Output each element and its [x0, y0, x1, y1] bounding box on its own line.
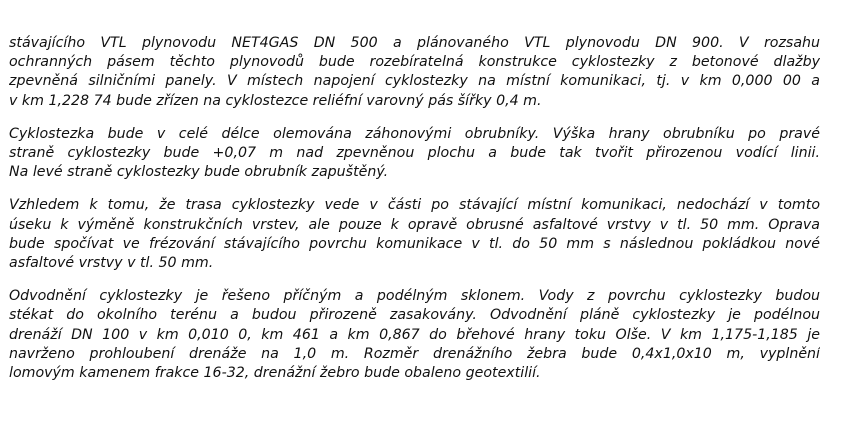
text-line: v km 1,228 74 bude zřízen na cyklostezce reliéfní varovný pás šířky 0,4 m. [9, 92, 542, 109]
text-line: Vzhledem k tomu, že trasa cyklostezky vede v části po stávající místní komunikaci, nedochází v tomto [9, 197, 820, 214]
text-line: bude spočívat ve frézování stávajícího povrchu komunikace v tl. do 50 mm s následnou pokládkou nové [9, 235, 820, 252]
text-line: Odvodnění cyklostezky je řešeno příčným a podélným sklonem. Vody z povrchu cyklostezky budou [9, 288, 820, 305]
text-line: úseku k výměně konstrukčních vrstev, ale pouze k opravě obrusné asfaltové vrstvy v tl. 50 mm. Oprava [9, 216, 820, 233]
text-line: Na levé straně cyklostezky bude obrubník zapuštěný. [9, 164, 389, 181]
text-line: straně cyklostezky bude +0,07 m nad zpevněnou plochu a bude tak tvořit přirozenou vodící linii. [9, 145, 820, 162]
text-line: ochranných pásem těchto plynovodů bude rozebíratelná konstrukce cyklostezky z betonové dlažby [9, 54, 820, 71]
text-line: asfaltové vrstvy v tl. 50 mm. [9, 255, 214, 272]
paragraph-pipeline-protection [9, 34, 820, 111]
text-line: stékat do okolního terénu a budou přirozeně zasakovány. Odvodnění pláně cyklostezky je podélnou [9, 307, 820, 324]
text-line: drenáží DN 100 v km 0,010 0, km 461 a km 0,867 do břehové hrany toku Olše. V km 1,175-1,185 je [9, 326, 820, 343]
text-line: navrženo prohloubení drenáže na 1,0 m. Rozměr drenážního žebra bude 0,4x1,0x10 m, vyplnění [9, 345, 820, 362]
paragraph-road-surface [9, 196, 820, 273]
text-line: Cyklostezka bude v celé délce olemována záhonovými obrubníky. Výška hrany obrubníku po pravé [9, 125, 820, 142]
paragraph-curbs [9, 125, 820, 183]
document-body [9, 34, 820, 397]
text-line: lomovým kamenem frakce 16-32, drenážní žebro bude obaleno geotextilií. [9, 365, 541, 382]
paragraph-drainage [9, 287, 820, 383]
text-line: stávajícího VTL plynovodu NET4GAS DN 500 a plánovaného VTL plynovodu DN 900. V rozsahu [9, 35, 820, 51]
text-line: zpevněná silničními panely. V místech napojení cyklostezky na místní komunikaci, tj. v km 0,000 00 a [9, 73, 820, 90]
